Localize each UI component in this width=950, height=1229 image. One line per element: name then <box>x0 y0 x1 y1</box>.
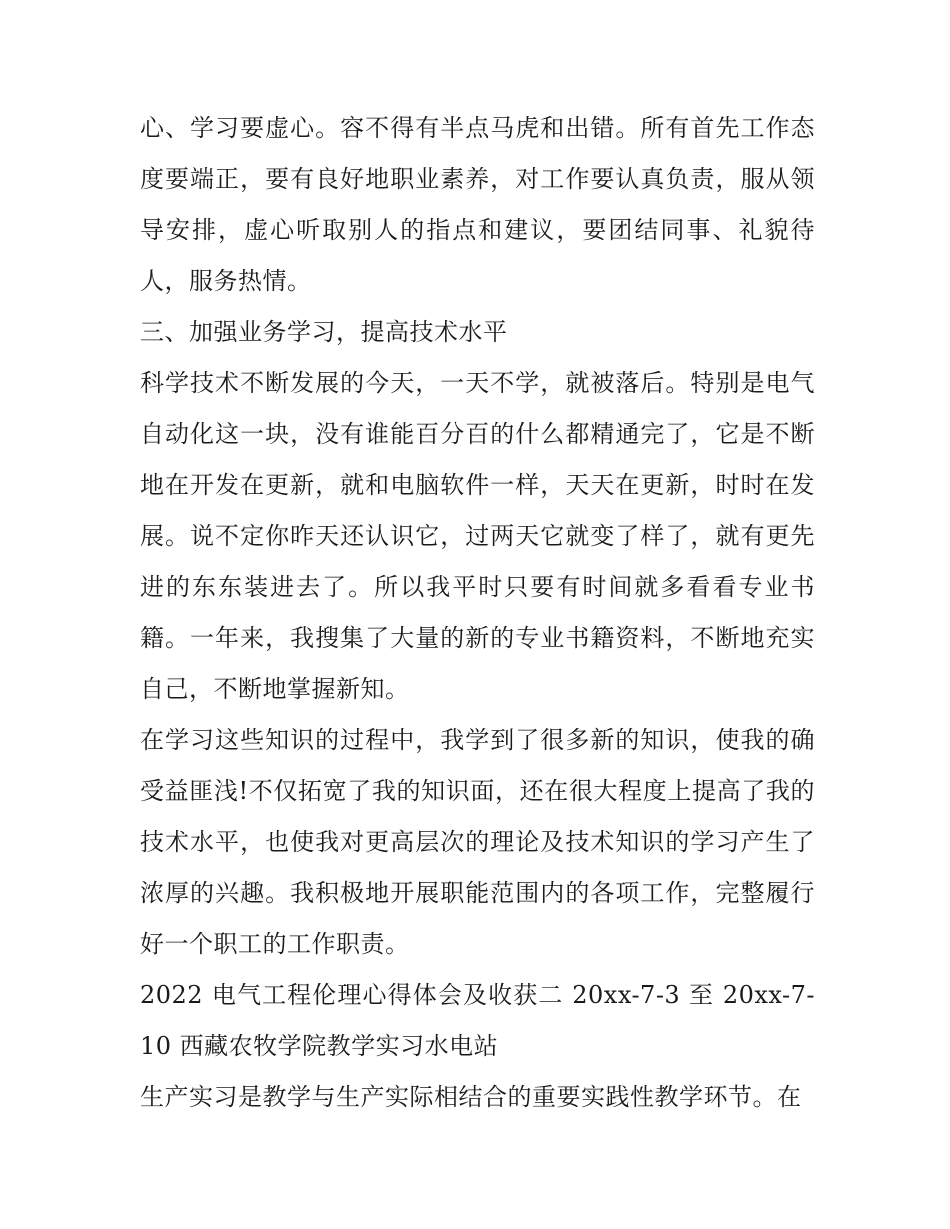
article-title: 2022 电气工程伦理心得体会及收获二 20xx-7-3 至 20xx-7-10 西藏农牧学院教学实习水电站 <box>140 981 815 1060</box>
paragraph-learning: 在学习这些知识的过程中，我学到了很多新的知识，使我的确受益匪浅!不仅拓宽了我的知识面，还在很大程度上提高了我的技术水平，也使我对更高层次的理论及技术知识的学习产生了浓厚的兴趣。我积极地开展职能范围内的各项工作，完整履行好一个职工的工作职责。 <box>140 726 815 958</box>
document-body <box>140 103 815 1123</box>
paragraph-continuation: 心、学习要虚心。容不得有半点马虎和出错。所有首先工作态度要端正，要有良好地职业素养，对工作要认真负责，服从领导安排，虚心听取别人的指点和建议，要团结同事、礼貌待人，服务热情。 <box>140 114 815 295</box>
paragraph-technology: 科学技术不断发展的今天，一天不学，就被落后。特别是电气自动化这一块，没有谁能百分百的什么都精通完了，它是不断地在开发在更新，就和电脑软件一样，天天在更新，时时在发展。说不定你昨天还认识它，过两天它就变了样了，就有更先进的东东装进去了。所以我平时只要有时间就多看看专业书籍。一年来，我搜集了大量的新的专业书籍资料，不断地充实自己，不断地掌握新知。 <box>140 369 815 703</box>
paragraph-internship: 生产实习是教学与生产实际相结合的重要实践性教学环节。在 <box>140 1083 802 1111</box>
section-heading: 三、加强业务学习，提高技术水平 <box>140 318 508 346</box>
